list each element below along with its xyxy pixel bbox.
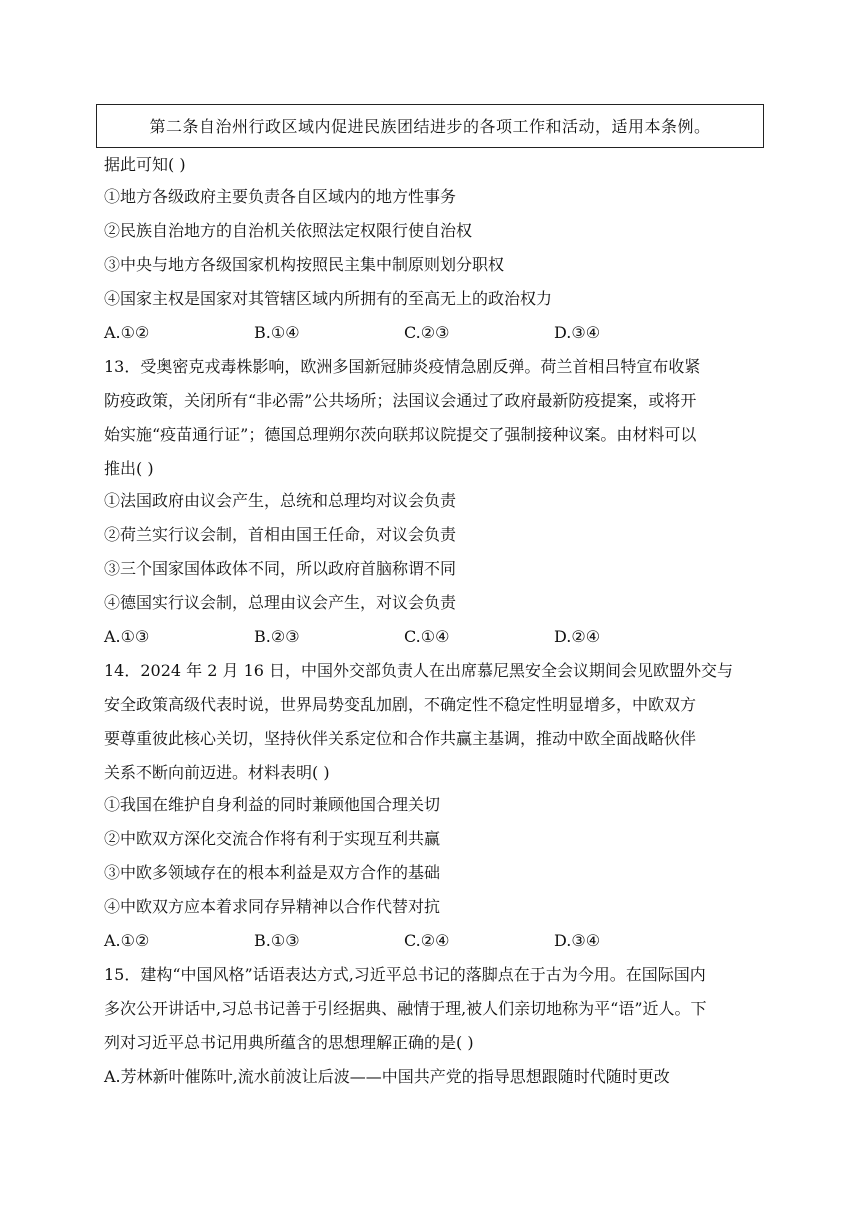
- q13-stem-line-1: 13．受奥密克戎毒株影响，欧洲多国新冠肺炎疫情急剧反弹。荷兰首相吕特宣布收紧: [104, 357, 701, 376]
- q13-option-b[interactable]: B.②③: [254, 627, 300, 646]
- q14-option-d[interactable]: D.③④: [554, 931, 601, 950]
- q12-statement-4: ④国家主权是国家对其管辖区域内所拥有的至高无上的政治权力: [104, 289, 553, 308]
- q14-stem-line-2: 安全政策高级代表时说，世界局势变乱加剧，不确定性不稳定性明显增多，中欧双方: [104, 695, 697, 714]
- q12-options: [104, 323, 744, 343]
- q13-stem-line-2: 防疫政策，关闭所有“非必需”公共场所；法国议会通过了政府最新防疫提案，或将开: [104, 391, 697, 410]
- q13-option-d[interactable]: D.②④: [554, 627, 601, 646]
- q12-option-a[interactable]: A.①②: [104, 323, 150, 342]
- q14-option-a[interactable]: A.①②: [104, 931, 150, 950]
- q12-option-c[interactable]: C.②③: [404, 323, 450, 342]
- q15-stem-line-1: 15．建构“中国风格”话语表达方式,习近平总书记的落脚点在于古为今用。在国际国内: [104, 965, 706, 984]
- q13-statement-1: ①法国政府由议会产生，总统和总理均对议会负责: [104, 491, 457, 510]
- q12-statement-2: ②民族自治地方的自治机关依照法定权限行使自治权: [104, 221, 473, 240]
- q14-stem-line-3: 要尊重彼此核心关切，坚持伙伴关系定位和合作共赢主基调，推动中欧全面战略伙伴: [104, 729, 697, 748]
- q14-stem-line-1: 14．2024 年 2 月 16 日，中国外交部负责人在出席慕尼黑安全会议期间会见欧盟外交与: [104, 661, 734, 680]
- q14-stem-line-4: 关系不断向前迈进。材料表明( ): [104, 763, 330, 782]
- q13-stem-line-3: 始实施“疫苗通行证”；德国总理朔尔茨向联邦议院提交了强制接种议案。由材料可以: [104, 425, 697, 444]
- q13-statement-3: ③三个国家国体政体不同，所以政府首脑称谓不同: [104, 559, 457, 578]
- q15-stem-line-2: 多次公开讲话中,习总书记善于引经据典、融情于理,被人们亲切地称为平“语”近人。下: [104, 999, 707, 1018]
- q15-option-a[interactable]: A.芳林新叶催陈叶,流水前波让后波——中国共产党的指导思想跟随时代随时更改: [104, 1067, 670, 1086]
- q14-statement-2: ②中欧双方深化交流合作将有利于实现互利共赢: [104, 829, 441, 848]
- q12-option-b[interactable]: B.①④: [254, 323, 300, 342]
- q14-option-b[interactable]: B.①③: [254, 931, 300, 950]
- q13-option-c[interactable]: C.①④: [404, 627, 450, 646]
- q12-statement-3: ③中央与地方各级国家机构按照民主集中制原则划分职权: [104, 255, 505, 274]
- q14-options: [104, 931, 744, 951]
- q13-options: [104, 627, 744, 647]
- q12-option-d[interactable]: D.③④: [554, 323, 601, 342]
- q14-statement-1: ①我国在维护自身利益的同时兼顾他国合理关切: [104, 795, 441, 814]
- q13-statement-4: ④德国实行议会制，总理由议会产生，对议会负责: [104, 593, 457, 612]
- intro-box: 第二条自治州行政区域内促进民族团结进步的各项工作和活动，适用本条例。: [96, 104, 764, 148]
- q15-stem-line-3: 列对习近平总书记用典所蕴含的思想理解正确的是( ): [104, 1033, 474, 1052]
- q12-stem: 据此可知( ): [104, 155, 186, 174]
- q13-statement-2: ②荷兰实行议会制，首相由国王任命，对议会负责: [104, 525, 457, 544]
- q14-statement-3: ③中欧多领域存在的根本利益是双方合作的基础: [104, 863, 441, 882]
- q14-statement-4: ④中欧双方应本着求同存异精神以合作代替对抗: [104, 897, 441, 916]
- q13-option-a[interactable]: A.①③: [104, 627, 150, 646]
- q13-stem-line-4: 推出( ): [104, 459, 154, 478]
- q12-statement-1: ①地方各级政府主要负责各自区域内的地方性事务: [104, 187, 457, 206]
- q14-option-c[interactable]: C.②④: [404, 931, 450, 950]
